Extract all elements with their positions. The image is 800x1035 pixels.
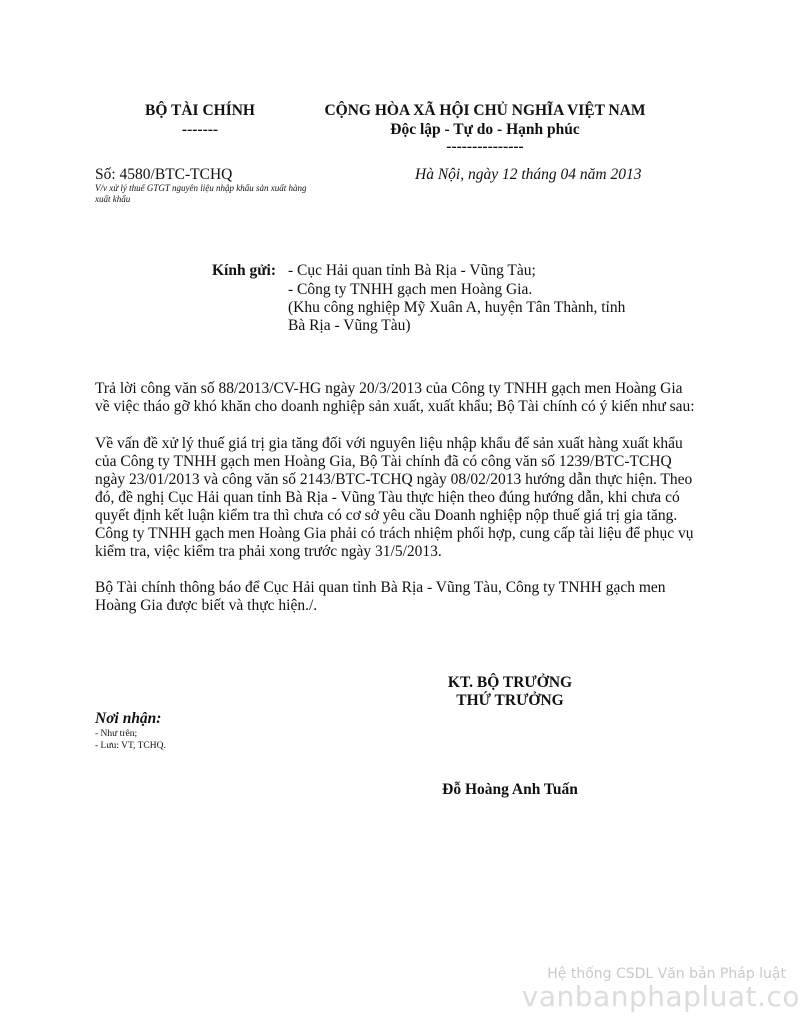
document-date: Hà Nội, ngày 12 tháng 04 năm 2013 (415, 166, 642, 183)
ministry-name: BỘ TÀI CHÍNH (145, 102, 255, 119)
watermark-caption: Hệ thống CSDL Văn bản Pháp luật (547, 966, 786, 982)
document-number: Số: 4580/BTC-TCHQ (95, 166, 233, 183)
watermark-domain: vanbanphapluat.co (521, 980, 800, 1013)
body-line: Trả lời công văn số 88/2013/CV-HG ngày 20/3/2013 của Công ty TNHH gạch men Hoàng Gia (95, 380, 683, 397)
recipient-line: - Công ty TNHH gạch men Hoàng Gia. (288, 281, 533, 298)
body-line: ngày 23/01/2013 và công văn số 2143/BTC-TCHQ ngày 08/02/2013 hướng dẫn thực hiện. Theo (95, 471, 693, 488)
signer-name: Đỗ Hoàng Anh Tuấn (442, 781, 578, 798)
recipient-line: (Khu công nghiệp Mỹ Xuân A, huyện Tân Thành, tỉnh (288, 299, 626, 316)
nation-title: CỘNG HÒA XÃ HỘI CHỦ NGHĨA VIỆT NAM (324, 102, 646, 119)
motto-divider: --------------- (446, 138, 524, 155)
body-line: đó, đề nghị Cục Hải quan tỉnh Bà Rịa - Vũng Tàu thực hiện theo đúng hướng dẫn, khi chưa có (95, 489, 680, 506)
body-line: Về vấn đề xử lý thuế giá trị gia tăng đối với nguyên liệu nhập khẩu để sản xuất hàng xuất khẩu (95, 435, 683, 452)
signature-title-1: KT. BỘ TRƯỞNG (447, 674, 573, 691)
body-line: quyết định kết luận kiểm tra thì chưa có cơ sở yêu cầu Doanh nghiệp nộp thuế giá trị gia tăng. (95, 507, 678, 524)
national-motto: Độc lập - Tự do - Hạnh phúc (390, 121, 580, 138)
body-line: về việc tháo gỡ khó khăn cho doanh nghiệp sản xuất, xuất khẩu; Bộ Tài chính có ý kiến như sau: (95, 398, 695, 415)
body-line: kiểm tra, việc kiểm tra phải xong trước ngày 31/5/2013. (95, 543, 442, 560)
recipient-line: - Cục Hải quan tỉnh Bà Rịa - Vũng Tàu; (288, 262, 536, 279)
body-line: Bộ Tài chính thông báo để Cục Hải quan tỉnh Bà Rịa - Vũng Tàu, Công ty TNHH gạch men (95, 579, 666, 596)
document-subject: V/v xử lý thuế GTGT nguyên liệu nhập khẩu sản xuất hàng xuất khẩu (95, 183, 307, 204)
body-line: Hoàng Gia được biết và thực hiện./. (95, 597, 318, 614)
recipient-line: Bà Rịa - Vũng Tàu) (288, 317, 411, 334)
body-line: Công ty TNHH gạch men Hoàng Gia phải có trách nhiệm phối hợp, cung cấp tài liệu để phục vụ (95, 525, 694, 542)
recipients-footer-item: - Lưu: VT, TCHQ. (95, 741, 166, 751)
ministry-divider: ------- (181, 121, 219, 138)
recipients-label: Kính gửi: (212, 262, 276, 279)
body-line: của Công ty TNHH gạch men Hoàng Gia, Bộ Tài chính đã có công văn số 1239/BTC-TCHQ (95, 453, 672, 470)
signature-title-2: THỨ TRƯỞNG (456, 692, 564, 709)
recipients-footer-label: Nơi nhận: (95, 710, 162, 727)
recipients-footer-item: - Như trên; (95, 729, 138, 739)
